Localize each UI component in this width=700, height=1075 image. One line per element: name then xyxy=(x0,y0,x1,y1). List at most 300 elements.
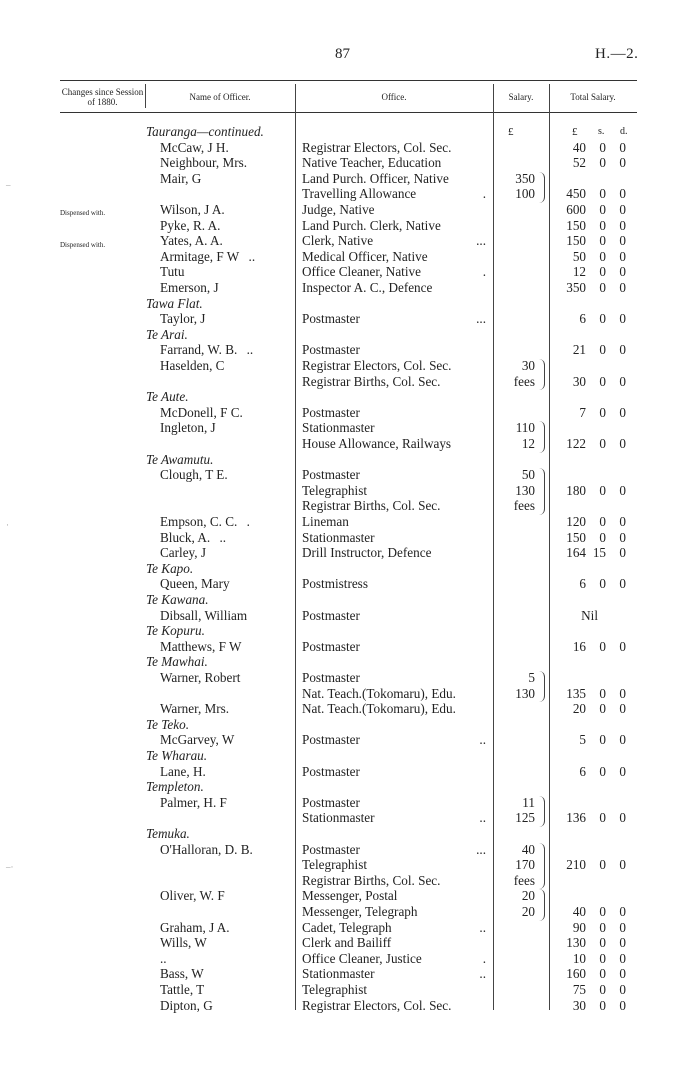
table-row xyxy=(146,576,636,592)
officer-name: Palmer, H. F xyxy=(160,794,227,810)
leader-dots: .. xyxy=(479,966,486,982)
office-title: Messenger, Postal xyxy=(302,888,398,904)
pounds: 136 xyxy=(566,810,586,826)
table-row xyxy=(146,701,636,717)
shillings: 0 xyxy=(599,514,606,529)
office-title: Messenger, Telegraph xyxy=(302,904,418,919)
office-title: Postmaster ... xyxy=(302,841,486,857)
pence: 0 xyxy=(619,638,626,654)
office-title: Stationmaster xyxy=(302,420,375,436)
officer-name: Haselden, C xyxy=(160,358,225,373)
table-row xyxy=(146,140,636,156)
leader-dots: . xyxy=(482,186,486,202)
pence: 0 xyxy=(619,280,626,295)
table-row xyxy=(146,358,636,374)
office-title: Inspector A. C., Defence xyxy=(302,280,433,295)
header-total: Total Salary. xyxy=(570,92,616,102)
pounds: 164 xyxy=(566,545,586,561)
office-title: Postmaster xyxy=(302,794,360,810)
pounds: 450 xyxy=(566,186,586,202)
pence: 0 xyxy=(619,810,626,826)
table-row xyxy=(146,826,636,842)
table-row xyxy=(146,233,636,249)
pounds: 130 xyxy=(566,935,586,951)
leader-dots: . xyxy=(482,950,486,966)
pence: 0 xyxy=(619,436,626,451)
officer-name: McCaw, J H. xyxy=(160,139,229,155)
leader-dots: ... xyxy=(476,841,486,857)
pounds: 16 xyxy=(572,638,586,654)
shillings: 0 xyxy=(599,186,606,202)
office-title: Clerk, Native ... xyxy=(302,233,486,249)
office-title: House Allowance, Railways xyxy=(302,436,452,451)
shillings: 0 xyxy=(599,529,606,545)
office-title: Registrar Births, Col. Sec. xyxy=(302,498,441,514)
pence: 0 xyxy=(619,404,626,420)
office-title: Postmaster xyxy=(302,404,360,420)
shillings: 0 xyxy=(599,436,606,451)
pence: 0 xyxy=(619,482,626,498)
table-row xyxy=(146,545,636,561)
pence: 0 xyxy=(619,514,626,529)
office-title: Postmaster ... xyxy=(302,311,486,327)
shillings: 0 xyxy=(599,966,606,982)
table-row xyxy=(146,186,636,202)
place-name: Te Aute. xyxy=(146,389,189,405)
shillings: 0 xyxy=(599,342,606,358)
office-title: Postmistress xyxy=(302,576,368,592)
pounds: 150 xyxy=(566,529,586,545)
table-row xyxy=(146,514,636,530)
officer-name: McGarvey, W xyxy=(160,732,235,748)
officer-name: Empson, C. C. . xyxy=(160,514,250,529)
shillings: 0 xyxy=(599,217,606,233)
shillings: 0 xyxy=(599,935,606,951)
table-row xyxy=(146,935,636,951)
table-row xyxy=(146,155,636,171)
office-title: Nat. Teach.(Tokomaru), Edu. xyxy=(302,685,456,701)
salary-value: 350 xyxy=(515,170,535,186)
pounds: 150 xyxy=(566,217,586,233)
header-name: Name of Officer. xyxy=(189,92,251,102)
table-row xyxy=(146,717,636,733)
salary-value: 110 xyxy=(515,420,535,436)
office-title: Drill Instructor, Defence xyxy=(302,545,432,561)
table-row xyxy=(146,686,636,702)
total-text: Nil xyxy=(581,607,598,623)
place-name: Tauranga—continued. xyxy=(146,124,264,139)
table-row xyxy=(146,732,636,748)
office-title: Registrar Births, Col. Sec. xyxy=(302,872,441,888)
grouping-brace xyxy=(538,671,545,702)
shillings: 0 xyxy=(599,638,606,654)
shillings: 0 xyxy=(599,280,606,295)
pence: 0 xyxy=(619,233,626,249)
pence: 0 xyxy=(619,264,626,280)
office-title: Stationmaster xyxy=(302,529,375,545)
pounds: 6 xyxy=(579,576,586,592)
officer-name: Tattle, T xyxy=(160,982,205,997)
currency-pound-total: £ xyxy=(572,126,578,138)
pence: 0 xyxy=(619,701,626,717)
office-title: Postmaster xyxy=(302,670,360,685)
leader-dots: . xyxy=(482,264,486,280)
table-row xyxy=(146,982,636,998)
officer-name: Warner, Mrs. xyxy=(160,701,230,717)
pence: 0 xyxy=(619,982,626,997)
place-name: Te Awamutu. xyxy=(146,451,214,467)
officer-name: Graham, J A. xyxy=(160,919,230,935)
place-name: Tawa Flat. xyxy=(146,295,203,311)
officer-name: Dipton, G xyxy=(160,997,213,1013)
table-row xyxy=(146,608,636,624)
table-row xyxy=(146,483,636,499)
shillings: 0 xyxy=(599,982,606,997)
place-name: Temuka. xyxy=(146,826,190,841)
pence: 0 xyxy=(619,545,626,561)
table-row xyxy=(146,249,636,265)
shillings: 0 xyxy=(599,685,606,701)
pounds: 30 xyxy=(572,997,586,1013)
office-title: Postmaster .. xyxy=(302,732,486,748)
leader-dots: .. xyxy=(479,810,486,826)
shillings: 0 xyxy=(599,202,606,217)
officer-name: Yates, A. A. xyxy=(160,233,223,249)
table-row xyxy=(146,218,636,234)
pounds: 122 xyxy=(566,436,586,451)
pence: 0 xyxy=(619,966,626,982)
pounds: 20 xyxy=(572,701,586,717)
table-row xyxy=(146,639,636,655)
pounds: 160 xyxy=(566,966,586,982)
officer-name: Neighbour, Mrs. xyxy=(160,155,248,171)
header-rule xyxy=(60,112,637,113)
currency-shillings: s. xyxy=(598,126,605,137)
pounds: 210 xyxy=(566,857,586,873)
office-title: Office Cleaner, Native . xyxy=(302,264,486,280)
table-row xyxy=(146,623,636,639)
officer-name: Taylor, J xyxy=(160,311,206,327)
pounds: 52 xyxy=(572,155,586,171)
salary-value: 40 xyxy=(521,841,535,857)
officer-name: Tutu xyxy=(160,264,185,280)
office-title: Postmaster xyxy=(302,342,360,358)
place-name: Te Mawhai. xyxy=(146,654,208,670)
salary-value: 125 xyxy=(515,810,535,826)
salary-value: 12 xyxy=(521,436,535,451)
table-row xyxy=(146,654,636,670)
office-title: Stationmaster .. xyxy=(302,810,486,826)
place-name: Te Kawana. xyxy=(146,592,209,607)
officer-name: McDonell, F C. xyxy=(160,404,243,420)
table-row xyxy=(146,452,636,468)
salary-value: 130 xyxy=(515,482,535,498)
pounds: 150 xyxy=(566,233,586,249)
table-row xyxy=(146,904,636,920)
salary-value: 170 xyxy=(515,857,535,873)
officer-name: Queen, Mary xyxy=(160,576,230,592)
shillings: 0 xyxy=(599,155,606,171)
table-row xyxy=(146,280,636,296)
table-row xyxy=(146,920,636,936)
table-row xyxy=(146,342,636,358)
shillings: 0 xyxy=(599,732,606,748)
officer-name: Farrand, W. B. .. xyxy=(160,342,254,358)
shillings: 0 xyxy=(599,373,606,389)
table-row xyxy=(146,264,636,280)
leader-dots: ... xyxy=(476,311,486,327)
grouping-brace xyxy=(538,468,545,515)
pence: 0 xyxy=(619,139,626,155)
office-title: Registrar Electors, Col. Sec. xyxy=(302,358,452,373)
salary-value: 100 xyxy=(515,186,535,202)
table-row xyxy=(146,888,636,904)
officer-name: Bass, W xyxy=(160,966,204,982)
officer-name: Carley, J xyxy=(160,545,207,561)
grouping-brace xyxy=(538,421,545,452)
pence: 0 xyxy=(619,950,626,966)
table-row xyxy=(146,296,636,312)
table-row xyxy=(146,795,636,811)
table-row xyxy=(146,467,636,483)
office-title: Telegraphist xyxy=(302,982,367,997)
salary-value: fees xyxy=(513,373,535,389)
pence: 0 xyxy=(619,529,626,545)
pounds: 120 xyxy=(566,514,586,529)
page-number: 87 xyxy=(335,46,350,62)
table-row xyxy=(146,764,636,780)
pounds: 75 xyxy=(572,982,586,997)
salary-value: fees xyxy=(513,872,535,888)
office-title: Land Purch. Clerk, Native xyxy=(302,217,441,233)
table-row xyxy=(146,124,636,140)
pence: 0 xyxy=(619,217,626,233)
office-title: Native Teacher, Education xyxy=(302,155,442,171)
shillings: 15 xyxy=(592,545,606,561)
pounds: 6 xyxy=(579,763,586,779)
pence: 0 xyxy=(619,904,626,919)
pence: 0 xyxy=(619,373,626,389)
shillings: 0 xyxy=(599,810,606,826)
pounds: 12 xyxy=(572,264,586,280)
shillings: 0 xyxy=(599,763,606,779)
table-row xyxy=(146,779,636,795)
pence: 0 xyxy=(619,935,626,951)
pounds: 7 xyxy=(579,404,586,420)
grouping-brace xyxy=(538,172,545,203)
pence: 0 xyxy=(619,311,626,327)
salary-value: 5 xyxy=(528,670,535,685)
leader-dots: . xyxy=(243,514,250,529)
officer-name: Ingleton, J xyxy=(160,420,216,436)
officer-name: Bluck, A. .. xyxy=(160,529,227,545)
pounds: 40 xyxy=(572,904,586,919)
pence: 0 xyxy=(619,248,626,264)
office-title: Stationmaster .. xyxy=(302,966,486,982)
pence: 0 xyxy=(619,732,626,748)
officer-name: Oliver, W. F xyxy=(160,888,225,904)
office-title: Land Purch. Officer, Native xyxy=(302,170,449,186)
pounds: 5 xyxy=(579,732,586,748)
grouping-brace xyxy=(538,889,545,920)
header-salary: Salary. xyxy=(508,92,534,102)
officer-name: Wills, W xyxy=(160,935,207,951)
office-title: Postmaster xyxy=(302,763,360,779)
table-row xyxy=(146,810,636,826)
office-title: Postmaster xyxy=(302,607,360,623)
header-office: Office. xyxy=(381,92,407,102)
shillings: 0 xyxy=(599,919,606,935)
pounds: 180 xyxy=(566,482,586,498)
salary-value: 20 xyxy=(521,904,535,919)
office-title: Lineman xyxy=(302,514,349,529)
office-title: Postmaster xyxy=(302,638,360,654)
leader-dots: .. xyxy=(479,732,486,748)
shillings: 0 xyxy=(599,576,606,592)
officer-name: Armitage, F W .. xyxy=(160,248,256,264)
pounds: 10 xyxy=(572,950,586,966)
leader-dots: .. xyxy=(216,529,227,545)
salary-value: 130 xyxy=(515,685,535,701)
place-name: Te Kopuru. xyxy=(146,623,205,639)
office-title: Postmaster xyxy=(302,467,360,483)
office-title: Travelling Allowance . xyxy=(302,186,486,202)
place-name: Te Teko. xyxy=(146,716,189,732)
salary-value: 11 xyxy=(522,794,535,810)
office-title: Judge, Native xyxy=(302,202,375,217)
pence: 0 xyxy=(619,576,626,592)
table-row xyxy=(146,748,636,764)
place-name: Te Kapo. xyxy=(146,560,194,576)
pence: 0 xyxy=(619,685,626,701)
pence: 0 xyxy=(619,342,626,358)
table-row xyxy=(146,670,636,686)
shillings: 0 xyxy=(599,139,606,155)
pounds: 600 xyxy=(566,202,586,217)
pence: 0 xyxy=(619,155,626,171)
header-changes: Changes since Session of 1880. xyxy=(61,87,144,107)
scan-mark: –· xyxy=(6,862,14,872)
pounds: 30 xyxy=(572,373,586,389)
table-row xyxy=(146,389,636,405)
place-name: Te Arai. xyxy=(146,326,188,342)
office-title: Registrar Electors, Col. Sec. xyxy=(302,997,452,1013)
officer-name: Clough, T E. xyxy=(160,467,228,483)
change-note: Dispensed with. xyxy=(60,209,106,217)
table-row xyxy=(146,857,636,873)
table-row xyxy=(146,420,636,436)
officer-name: Lane, H. xyxy=(160,763,206,779)
table-row xyxy=(146,998,636,1014)
pounds: 6 xyxy=(579,311,586,327)
table-row xyxy=(146,202,636,218)
office-title: Office Cleaner, Justice . xyxy=(302,950,486,966)
change-note: Dispensed with. xyxy=(60,241,106,249)
shillings: 0 xyxy=(599,857,606,873)
table-row xyxy=(146,530,636,546)
officer-name: Warner, Robert xyxy=(160,670,241,685)
table-row xyxy=(146,171,636,187)
office-title: Registrar Electors, Col. Sec. xyxy=(302,139,452,155)
office-title: Clerk and Bailiff xyxy=(302,935,392,951)
currency-pence: d. xyxy=(620,126,628,137)
grouping-brace xyxy=(538,843,545,890)
leader-dots: .. xyxy=(479,919,486,935)
office-title: Registrar Births, Col. Sec. xyxy=(302,373,441,389)
pounds: 21 xyxy=(572,342,586,358)
currency-pound-salary: £ xyxy=(508,126,514,138)
leader-dots: .. xyxy=(245,248,256,264)
leader-dots: .. xyxy=(243,342,254,358)
officer-name: Matthews, F W xyxy=(160,638,242,654)
officer-name: Mair, G xyxy=(160,170,202,186)
place-name: Te Wharau. xyxy=(146,748,208,763)
grouping-brace xyxy=(538,796,545,827)
officer-name: O'Halloran, D. B. xyxy=(160,841,253,857)
pounds: 350 xyxy=(566,280,586,295)
table-row xyxy=(146,951,636,967)
pence: 0 xyxy=(619,186,626,202)
table-row xyxy=(146,842,636,858)
pounds: 135 xyxy=(566,685,586,701)
officer-name: Pyke, R. A. xyxy=(160,217,221,233)
salary-value: 20 xyxy=(521,888,535,904)
office-title: Telegraphist xyxy=(302,482,367,498)
shillings: 0 xyxy=(599,950,606,966)
shillings: 0 xyxy=(599,264,606,280)
shillings: 0 xyxy=(599,404,606,420)
table-row xyxy=(146,311,636,327)
office-title: Telegraphist xyxy=(302,857,367,873)
col-divider-1 xyxy=(145,84,146,108)
pounds: 40 xyxy=(572,139,586,155)
salary-value: fees xyxy=(513,498,535,514)
shillings: 0 xyxy=(599,482,606,498)
shillings: 0 xyxy=(599,248,606,264)
office-title: Nat. Teach.(Tokomaru), Edu. xyxy=(302,701,456,717)
table-row xyxy=(146,405,636,421)
table-row xyxy=(146,592,636,608)
table-row xyxy=(146,327,636,343)
scan-mark: · xyxy=(6,520,9,530)
salary-value: 30 xyxy=(521,358,535,373)
pence: 0 xyxy=(619,763,626,779)
officer-name: Dibsall, William xyxy=(160,607,248,623)
shillings: 0 xyxy=(599,997,606,1013)
shillings: 0 xyxy=(599,701,606,717)
officer-name: Wilson, J A. xyxy=(160,202,225,217)
table-row xyxy=(146,498,636,514)
page-reference: H.—2. xyxy=(595,46,639,62)
office-title: Medical Officer, Native xyxy=(302,248,428,264)
table-row xyxy=(146,374,636,390)
pence: 0 xyxy=(619,997,626,1013)
pence: 0 xyxy=(619,202,626,217)
table-row xyxy=(146,436,636,452)
shillings: 0 xyxy=(599,904,606,919)
office-title: Cadet, Telegraph .. xyxy=(302,919,486,935)
scan-mark: – xyxy=(6,180,11,190)
place-name: Templeton. xyxy=(146,779,204,795)
grouping-brace xyxy=(538,359,545,390)
shillings: 0 xyxy=(599,233,606,249)
table-row xyxy=(146,966,636,982)
pence: 0 xyxy=(619,857,626,873)
table-row xyxy=(146,873,636,889)
salary-value: 50 xyxy=(521,467,535,483)
table-row xyxy=(146,561,636,577)
officer-name: .. xyxy=(160,950,167,966)
